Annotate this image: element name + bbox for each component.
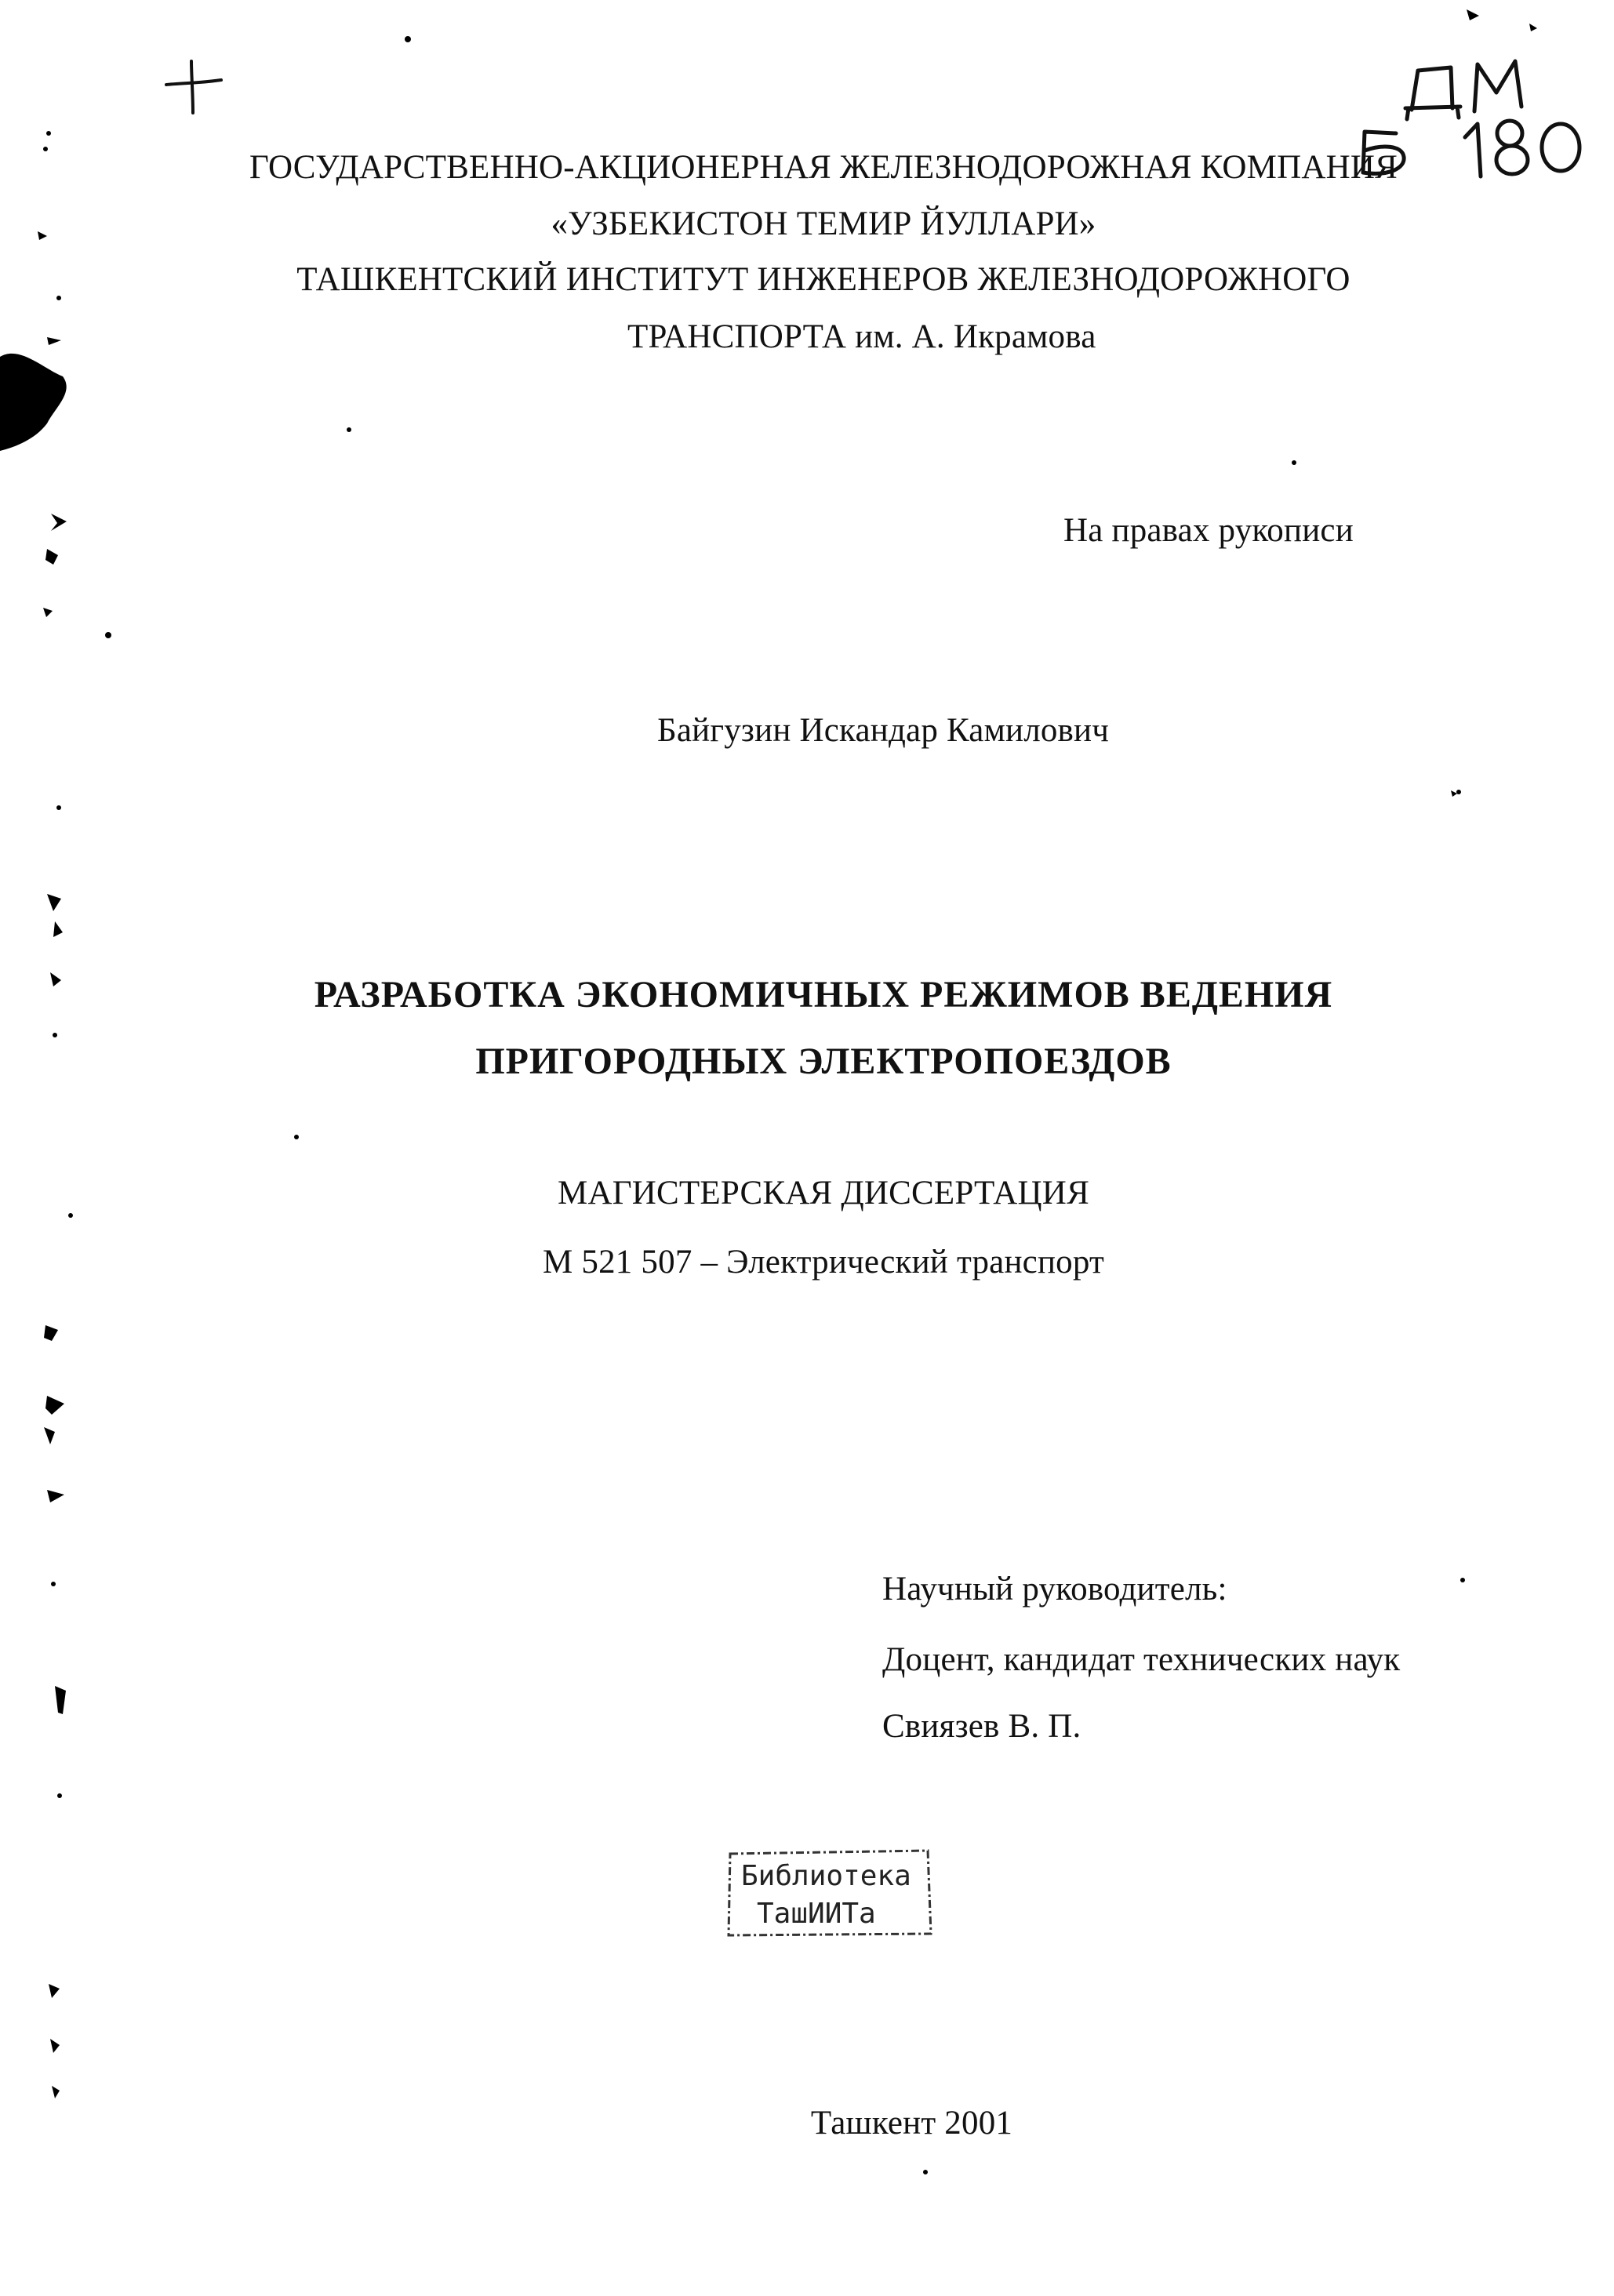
supervisor-position: Доцент, кандидат технических наук: [882, 1641, 1401, 1678]
thesis-title-line2: ПРИГОРОДНЫХ ЭЛЕКТРОПОЕЗДОВ: [475, 1041, 1172, 1082]
thesis-specialty: М 521 507 – Электрический транспорт: [542, 1244, 1105, 1281]
library-stamp: [725, 1847, 933, 1938]
header-institute-name: ТРАНСПОРТА им. А. Икрамова: [627, 318, 1096, 355]
header-institute-line: ТАШКЕНТСКИЙ ИНСТИТУТ ИНЖЕНЕРОВ ЖЕЛЕЗНОДОРОЖНОГО: [296, 261, 1350, 298]
manuscript-note: На правах рукописи: [1063, 512, 1354, 549]
supervisor-label: Научный руководитель:: [882, 1571, 1227, 1608]
header-company-line: ГОСУДАРСТВЕННО-АКЦИОНЕРНАЯ ЖЕЛЕЗНОДОРОЖНАЯ КОМПАНИЯ: [249, 149, 1398, 186]
svg-text:ТашИИТа: ТашИИТа: [757, 1898, 876, 1930]
handwritten-plus: [157, 55, 227, 118]
svg-text:Библиотека: Библиотека: [741, 1860, 911, 1892]
supervisor-name: Свиязев В. П.: [882, 1708, 1081, 1745]
city-year: Ташкент 2001: [810, 2105, 1013, 2142]
thesis-type: МАГИСТЕРСКАЯ ДИССЕРТАЦИЯ: [558, 1175, 1089, 1212]
header-company-name: «УЗБЕКИСТОН ТЕМИР ЙУЛЛАРИ»: [551, 205, 1096, 242]
author-name: Байгузин Искандар Камилович: [657, 712, 1110, 749]
thesis-title-line1: РАЗРАБОТКА ЭКОНОМИЧНЫХ РЕЖИМОВ ВЕДЕНИЯ: [314, 974, 1333, 1015]
